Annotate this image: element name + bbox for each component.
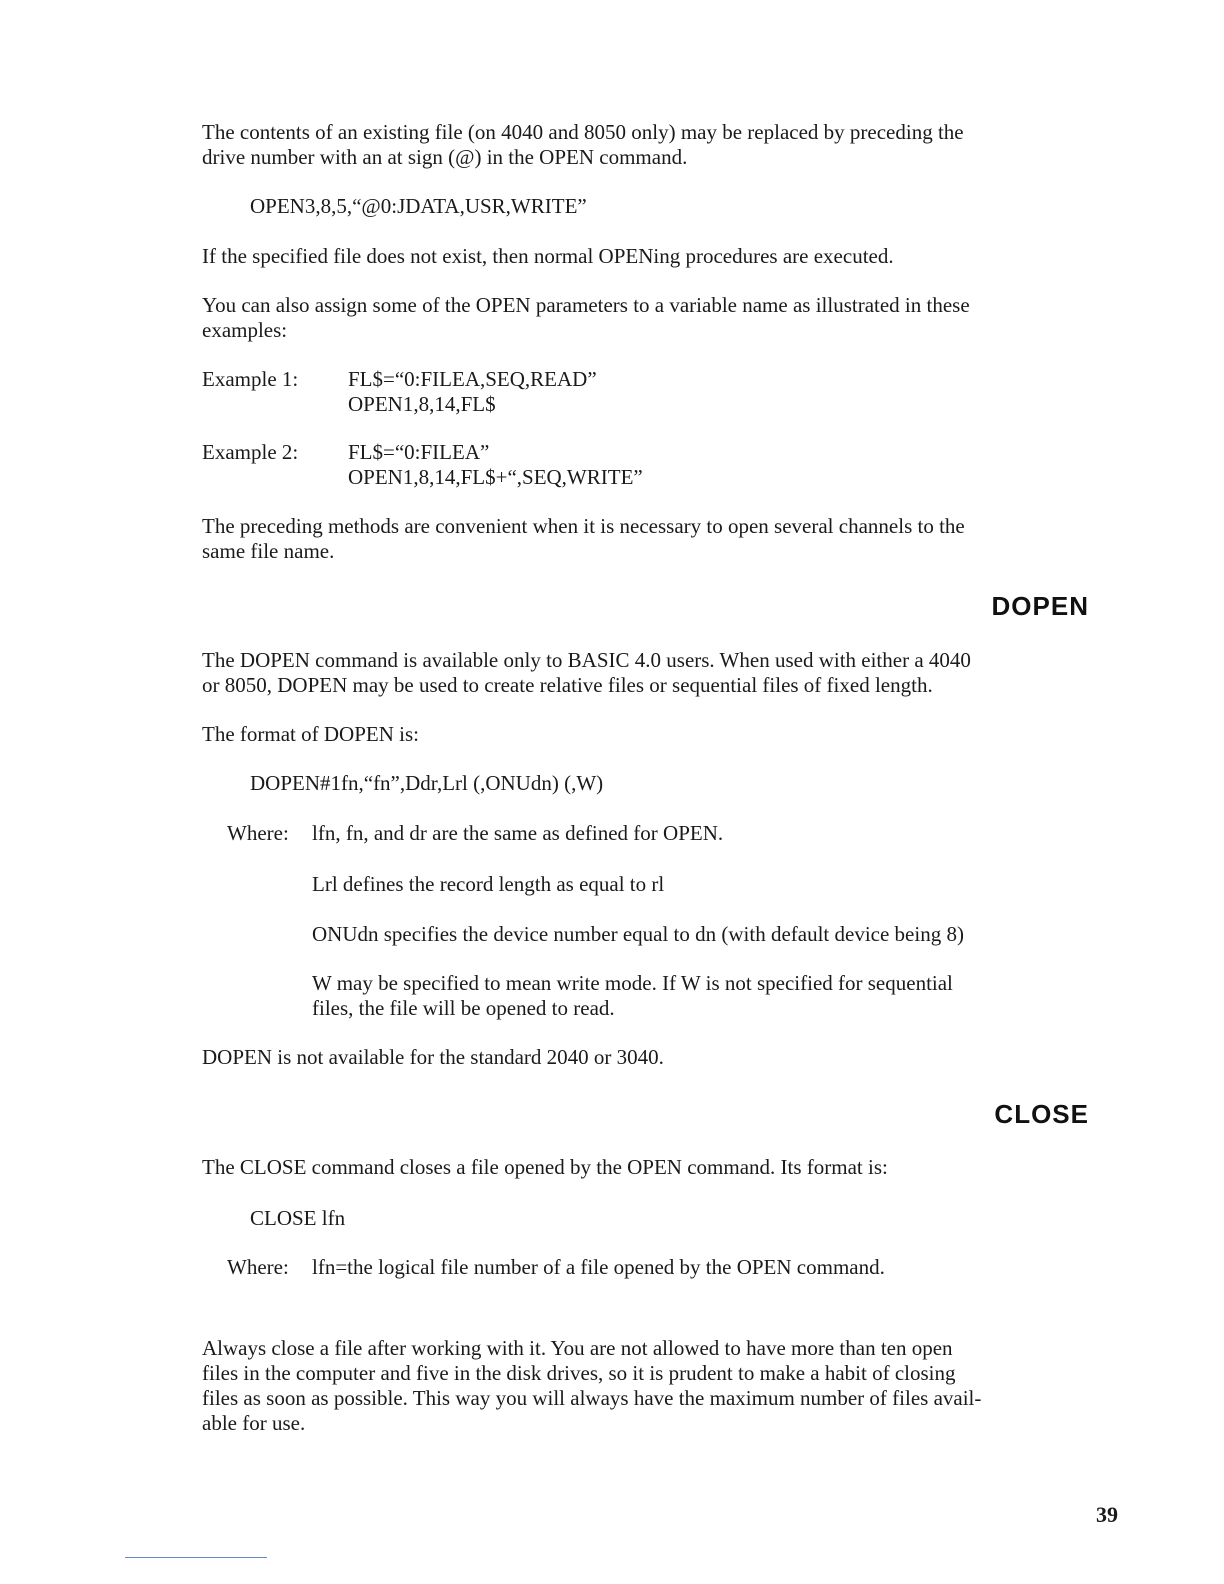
- example-1-code: [348, 367, 597, 417]
- intro-line-1: The contents of an existing file (on 4040 and 8050 only) may be replaced by preceding the: [202, 120, 964, 144]
- example-2-line-1: FL$=“0:FILEA”: [348, 440, 490, 464]
- close-intro-line: The CLOSE command closes a file opened by the OPEN command. Its format is:: [202, 1155, 888, 1179]
- dopen-definition-1-line: lfn, fn, and dr are the same as defined for OPEN.: [312, 821, 724, 845]
- intro-line-2: drive number with an at sign (@) in the OPEN command.: [202, 145, 688, 169]
- nonexist-paragraph: [202, 244, 894, 269]
- assign-paragraph: [202, 293, 970, 343]
- close-advice-line-2: files in the computer and five in the disk drives, so it is prudent to make a habit of closing: [202, 1361, 956, 1385]
- dopen-definition-1: [312, 821, 723, 846]
- dopen-intro-line-2: or 8050, DOPEN may be used to create relative files or sequential files of fixed length.: [202, 673, 933, 697]
- close-advice-line-4: able for use.: [202, 1411, 306, 1435]
- close-intro: [202, 1155, 888, 1180]
- intro-paragraph: [202, 120, 964, 170]
- close-where-text: [312, 1255, 885, 1280]
- close-advice: [202, 1336, 981, 1436]
- nonexist-line: If the specified file does not exist, then normal OPENing procedures are executed.: [202, 244, 894, 268]
- close-format-code: CLOSE lfn: [250, 1206, 346, 1230]
- open-replace-code: OPEN3,8,5,“@0:JDATA,USR,WRITE”: [250, 194, 587, 218]
- preceding-line-1: The preceding methods are convenient when it is necessary to open several channels to the: [202, 514, 965, 538]
- assign-line-1: You can also assign some of the OPEN parameters to a variable name as illustrated in these: [202, 293, 970, 317]
- dopen-definition-2: [312, 872, 664, 897]
- dopen-where-label: Where:: [227, 821, 289, 845]
- example-2-code: [348, 440, 643, 490]
- preceding-line-2: same file name.: [202, 539, 335, 563]
- close-where-label: Where:: [227, 1255, 289, 1279]
- close-where-line: lfn=the logical file number of a file opened by the OPEN command.: [312, 1255, 885, 1279]
- dopen-heading: DOPEN: [991, 591, 1089, 621]
- close-advice-line-1: Always close a file after working with it. You are not allowed to have more than ten open: [202, 1336, 953, 1360]
- example-1-line-1: FL$=“0:FILEA,SEQ,READ”: [348, 367, 597, 391]
- dopen-definition-4: [312, 971, 953, 1021]
- example-2-line-2: OPEN1,8,14,FL$+“,SEQ,WRITE”: [348, 465, 643, 489]
- close-advice-line-3: files as soon as possible. This way you will always have the maximum number of files avail-: [202, 1386, 982, 1410]
- dopen-intro: [202, 648, 971, 698]
- dopen-format: [250, 771, 603, 796]
- dopen-intro-line-1: The DOPEN command is available only to BASIC 4.0 users. When used with either a 4040: [202, 648, 971, 672]
- dopen-note-line: DOPEN is not available for the standard 2040 or 3040.: [202, 1045, 664, 1069]
- dopen-definition-3-line: ONUdn specifies the device number equal to dn (with default device being 8): [312, 922, 964, 946]
- dopen-format-code: DOPEN#1fn,“fn”,Ddr,Lrl (,ONUdn) (,W): [250, 771, 604, 795]
- assign-line-2: examples:: [202, 318, 288, 342]
- dopen-format-label-text: The format of DOPEN is:: [202, 722, 419, 746]
- example-1-label: Example 1:: [202, 367, 299, 391]
- example-1-line-2: OPEN1,8,14,FL$: [348, 392, 496, 416]
- close-heading: CLOSE: [994, 1099, 1089, 1129]
- dopen-format-label: [202, 722, 419, 747]
- dopen-definition-4-line-1: W may be specified to mean write mode. If W is not specified for sequential: [312, 971, 953, 995]
- example-2-label: Example 2:: [202, 440, 299, 464]
- close-format: [250, 1206, 345, 1231]
- dopen-definition-3: [312, 922, 964, 947]
- open-replace-example: [250, 194, 587, 219]
- preceding-paragraph: [202, 514, 965, 564]
- dopen-note: [202, 1045, 664, 1070]
- footer-rule: [125, 1557, 267, 1558]
- dopen-definition-2-line: Lrl defines the record length as equal to rl: [312, 872, 665, 896]
- page-number: 39: [1096, 1502, 1118, 1527]
- dopen-definition-4-line-2: files, the file will be opened to read.: [312, 996, 615, 1020]
